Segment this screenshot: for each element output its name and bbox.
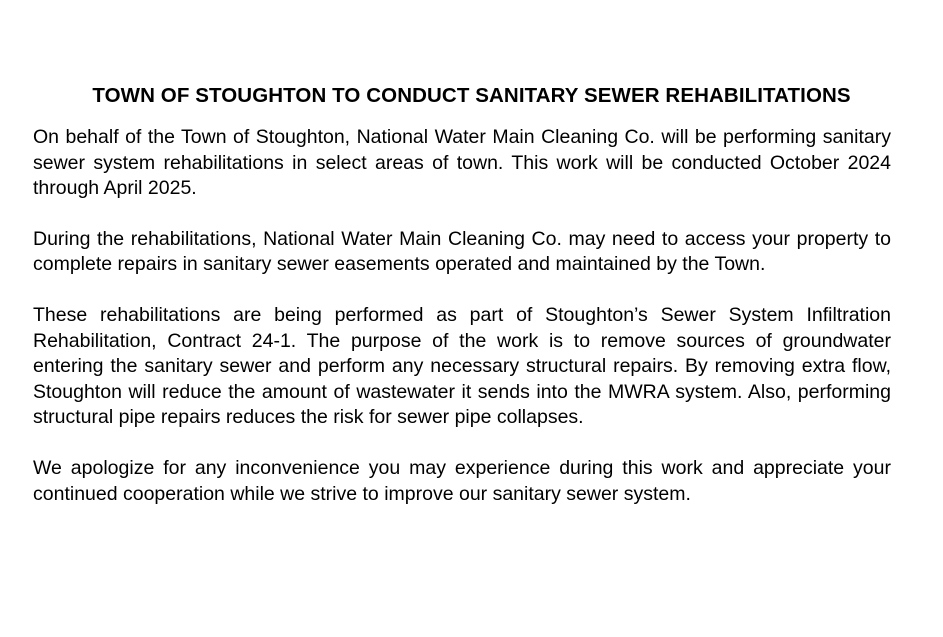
paragraph-3: These rehabilitations are being performed as part of Stoughton’s Sewer System Infiltration Rehabilitation, Contract 24-1. The purpose of the work is to remove sources of groundwater entering the sanitary sewer and perform any necessary structural repairs. By removing extra flow, Stoughton will reduce the amount of wastewater it sends into the MWRA system. Also, performing structural pipe repairs reduces the risk for sewer pipe collapses. bbox=[33, 303, 891, 429]
document-body bbox=[33, 125, 891, 507]
paragraph-4: We apologize for any inconvenience you may experience during this work and appreciate your continued cooperation while we strive to improve our sanitary sewer system. bbox=[33, 456, 891, 505]
page-title: TOWN OF STOUGHTON TO CONDUCT SANITARY SEWER REHABILITATIONS bbox=[92, 83, 851, 107]
paragraph-2: During the rehabilitations, National Water Main Cleaning Co. may need to access your property to complete repairs in sanitary sewer easements operated and maintained by the Town. bbox=[33, 227, 891, 276]
paragraph-1: On behalf of the Town of Stoughton, National Water Main Cleaning Co. will be performing sanitary sewer system rehabilitations in select areas of town. This work will be conducted October 2024 through April 2025. bbox=[33, 126, 891, 200]
